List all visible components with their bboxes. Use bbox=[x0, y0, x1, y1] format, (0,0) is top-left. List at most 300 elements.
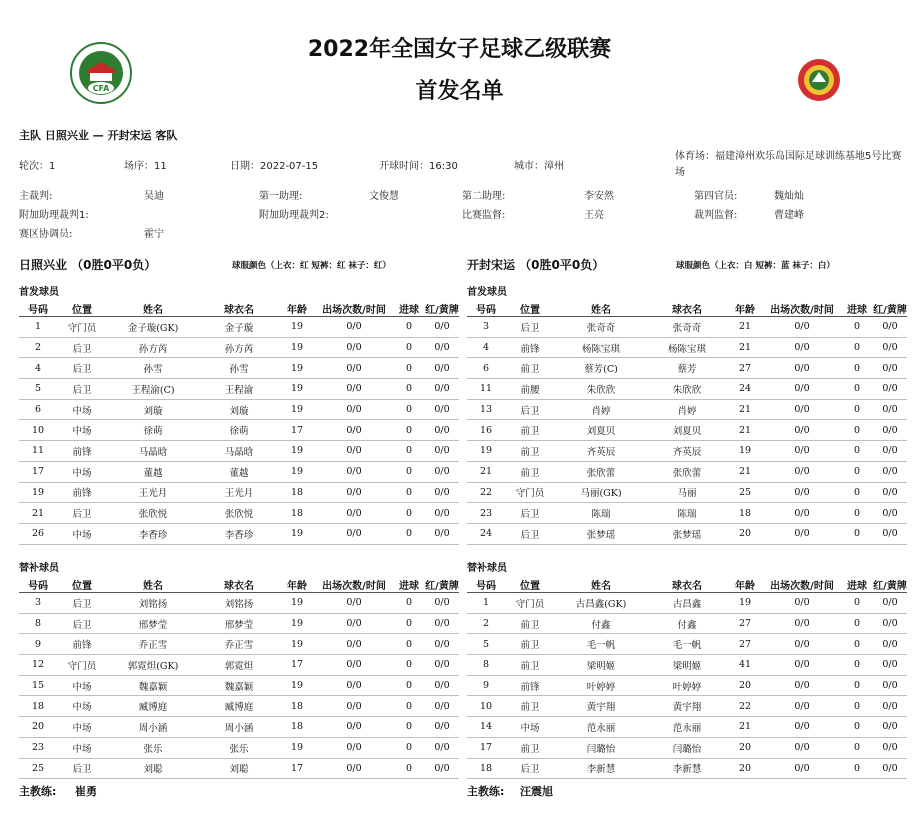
col-cards: 0/0 bbox=[873, 337, 907, 358]
col-goals: 0 bbox=[393, 482, 425, 503]
player-row bbox=[19, 399, 459, 420]
col-cards: 0/0 bbox=[873, 317, 907, 338]
col-shirt-name: 黄宇翔 bbox=[647, 696, 727, 717]
col-number: 9 bbox=[467, 675, 505, 696]
col-position: 前腰 bbox=[505, 379, 555, 400]
col-number: 17 bbox=[467, 737, 505, 758]
col-cards: 0/0 bbox=[425, 379, 459, 400]
col-shirt-name: 董越 bbox=[199, 461, 279, 482]
col-goals: 0 bbox=[393, 461, 425, 482]
col-goals: 0 bbox=[393, 758, 425, 779]
col-name: 刘夏贝 bbox=[555, 420, 647, 441]
col-appearances-header: 出场次数/时间 bbox=[315, 301, 393, 317]
col-appearances: 0/0 bbox=[763, 379, 841, 400]
col-shirt-name-header: 球衣名 bbox=[647, 301, 727, 317]
col-shirt-name: 刘铭扬 bbox=[199, 593, 279, 614]
col-shirt-name: 刘夏贝 bbox=[647, 420, 727, 441]
col-position: 前卫 bbox=[505, 613, 555, 634]
col-cards: 0/0 bbox=[873, 358, 907, 379]
col-shirt-name: 张欣悦 bbox=[199, 503, 279, 524]
col-name: 毛一帆 bbox=[555, 634, 647, 655]
player-row bbox=[467, 675, 907, 696]
col-number: 6 bbox=[19, 399, 57, 420]
col-cards-header: 红/黄牌 bbox=[425, 577, 459, 593]
away-kit-colors: 球服颜色（上衣：白 短裤：蓝 袜子：白） bbox=[676, 261, 835, 271]
col-shirt-name: 毛一帆 bbox=[647, 634, 727, 655]
col-appearances: 0/0 bbox=[763, 613, 841, 634]
col-goals: 0 bbox=[841, 675, 873, 696]
col-number: 2 bbox=[467, 613, 505, 634]
col-cards: 0/0 bbox=[873, 613, 907, 634]
col-appearances: 0/0 bbox=[315, 634, 393, 655]
col-age: 19 bbox=[279, 523, 315, 544]
col-cards: 0/0 bbox=[873, 482, 907, 503]
col-appearances: 0/0 bbox=[763, 717, 841, 738]
player-row bbox=[467, 317, 907, 338]
away-subs-table bbox=[467, 577, 907, 779]
fourth-official: 魏灿灿 bbox=[774, 191, 804, 202]
col-name: 乔正雪 bbox=[107, 634, 199, 655]
col-shirt-name: 孙雪 bbox=[199, 358, 279, 379]
col-appearances: 0/0 bbox=[763, 634, 841, 655]
away-starters-label: 首发球员 bbox=[467, 287, 507, 298]
col-cards: 0/0 bbox=[425, 441, 459, 462]
col-appearances: 0/0 bbox=[763, 420, 841, 441]
col-position-header: 位置 bbox=[505, 577, 555, 593]
col-position: 后卫 bbox=[57, 358, 107, 379]
player-row bbox=[467, 337, 907, 358]
col-name: 董越 bbox=[107, 461, 199, 482]
col-appearances: 0/0 bbox=[315, 461, 393, 482]
col-age: 19 bbox=[279, 593, 315, 614]
col-shirt-name: 乔正雪 bbox=[199, 634, 279, 655]
referee-label: 主裁判: bbox=[19, 191, 53, 202]
col-cards: 0/0 bbox=[873, 717, 907, 738]
col-position: 中场 bbox=[57, 696, 107, 717]
player-row bbox=[467, 758, 907, 779]
col-position: 前卫 bbox=[505, 634, 555, 655]
player-row bbox=[19, 503, 459, 524]
player-row bbox=[19, 675, 459, 696]
col-shirt-name: 张奇奇 bbox=[647, 317, 727, 338]
table-header-row bbox=[19, 301, 459, 317]
col-cards: 0/0 bbox=[873, 655, 907, 676]
col-number-header: 号码 bbox=[467, 301, 505, 317]
col-appearances: 0/0 bbox=[763, 655, 841, 676]
col-age: 24 bbox=[727, 379, 763, 400]
player-row bbox=[19, 593, 459, 614]
col-appearances: 0/0 bbox=[315, 441, 393, 462]
col-name: 古昌鑫(GK) bbox=[555, 593, 647, 614]
col-goals: 0 bbox=[393, 655, 425, 676]
col-cards: 0/0 bbox=[873, 503, 907, 524]
col-appearances: 0/0 bbox=[315, 337, 393, 358]
col-shirt-name: 张欣蕾 bbox=[647, 461, 727, 482]
col-cards: 0/0 bbox=[873, 758, 907, 779]
club-crest bbox=[797, 58, 841, 102]
col-goals: 0 bbox=[393, 675, 425, 696]
col-number: 22 bbox=[467, 482, 505, 503]
col-age-header: 年龄 bbox=[727, 301, 763, 317]
referee-supervisor: 曹建峰 bbox=[774, 210, 804, 221]
col-age-header: 年龄 bbox=[279, 301, 315, 317]
col-age: 17 bbox=[279, 655, 315, 676]
col-cards: 0/0 bbox=[873, 696, 907, 717]
col-shirt-name: 孙方芮 bbox=[199, 337, 279, 358]
col-position: 后卫 bbox=[57, 613, 107, 634]
col-position: 中场 bbox=[57, 399, 107, 420]
col-age: 21 bbox=[727, 317, 763, 338]
col-number: 4 bbox=[19, 358, 57, 379]
col-number: 24 bbox=[467, 523, 505, 544]
col-appearances: 0/0 bbox=[315, 717, 393, 738]
coordinator-label: 赛区协调员: bbox=[19, 229, 73, 240]
col-cards: 0/0 bbox=[425, 337, 459, 358]
col-name: 郭霓炟(GK) bbox=[107, 655, 199, 676]
col-appearances: 0/0 bbox=[763, 758, 841, 779]
ar2: 李安然 bbox=[584, 191, 614, 202]
col-goals: 0 bbox=[393, 523, 425, 544]
col-name: 张梦瑶 bbox=[555, 523, 647, 544]
col-name-header: 姓名 bbox=[555, 301, 647, 317]
home-subs-label: 替补球员 bbox=[19, 563, 59, 574]
referee: 吴迪 bbox=[144, 191, 164, 202]
col-name: 范永丽 bbox=[555, 717, 647, 738]
player-row bbox=[19, 317, 459, 338]
col-cards: 0/0 bbox=[873, 420, 907, 441]
player-row bbox=[19, 379, 459, 400]
col-name: 李新慧 bbox=[555, 758, 647, 779]
col-goals: 0 bbox=[841, 420, 873, 441]
col-name: 闫璐怡 bbox=[555, 737, 647, 758]
col-appearances: 0/0 bbox=[763, 461, 841, 482]
col-shirt-name: 徐萌 bbox=[199, 420, 279, 441]
player-row bbox=[19, 461, 459, 482]
col-number-header: 号码 bbox=[19, 577, 57, 593]
col-name: 孙方芮 bbox=[107, 337, 199, 358]
col-cards: 0/0 bbox=[425, 482, 459, 503]
col-shirt-name: 齐英辰 bbox=[647, 441, 727, 462]
col-number: 19 bbox=[467, 441, 505, 462]
col-number: 18 bbox=[19, 696, 57, 717]
player-row bbox=[467, 737, 907, 758]
col-number: 3 bbox=[19, 593, 57, 614]
col-name-header: 姓名 bbox=[555, 577, 647, 593]
col-age: 21 bbox=[727, 420, 763, 441]
col-name: 张奇奇 bbox=[555, 317, 647, 338]
col-cards: 0/0 bbox=[873, 461, 907, 482]
col-goals: 0 bbox=[841, 441, 873, 462]
player-row bbox=[467, 358, 907, 379]
col-appearances: 0/0 bbox=[315, 379, 393, 400]
col-appearances: 0/0 bbox=[763, 482, 841, 503]
col-goals: 0 bbox=[841, 482, 873, 503]
col-goals-header: 进球 bbox=[841, 577, 873, 593]
col-shirt-name: 杨陈宝琪 bbox=[647, 337, 727, 358]
col-cards: 0/0 bbox=[873, 441, 907, 462]
col-goals: 0 bbox=[393, 593, 425, 614]
player-row bbox=[467, 379, 907, 400]
player-row bbox=[19, 441, 459, 462]
player-row bbox=[467, 503, 907, 524]
col-goals: 0 bbox=[841, 379, 873, 400]
col-position: 中场 bbox=[505, 717, 555, 738]
col-name: 金子璇(GK) bbox=[107, 317, 199, 338]
col-goals: 0 bbox=[841, 655, 873, 676]
player-row bbox=[19, 696, 459, 717]
col-goals: 0 bbox=[841, 696, 873, 717]
col-appearances: 0/0 bbox=[315, 399, 393, 420]
col-goals: 0 bbox=[393, 613, 425, 634]
col-age: 27 bbox=[727, 634, 763, 655]
col-appearances: 0/0 bbox=[763, 503, 841, 524]
col-name: 付鑫 bbox=[555, 613, 647, 634]
col-name: 王程渝(C) bbox=[107, 379, 199, 400]
col-number: 8 bbox=[19, 613, 57, 634]
col-appearances: 0/0 bbox=[763, 593, 841, 614]
aar1-label: 附加助理裁判1: bbox=[19, 210, 89, 221]
col-cards: 0/0 bbox=[425, 399, 459, 420]
col-position: 前卫 bbox=[505, 461, 555, 482]
col-shirt-name: 范永丽 bbox=[647, 717, 727, 738]
col-position: 后卫 bbox=[57, 758, 107, 779]
col-goals: 0 bbox=[393, 317, 425, 338]
col-appearances-header: 出场次数/时间 bbox=[315, 577, 393, 593]
col-position: 中场 bbox=[57, 461, 107, 482]
col-age: 21 bbox=[727, 399, 763, 420]
col-shirt-name: 古昌鑫 bbox=[647, 593, 727, 614]
col-number: 15 bbox=[19, 675, 57, 696]
col-goals: 0 bbox=[841, 399, 873, 420]
col-position: 前锋 bbox=[57, 634, 107, 655]
col-goals: 0 bbox=[393, 503, 425, 524]
col-age: 25 bbox=[727, 482, 763, 503]
ar1: 文俊慧 bbox=[369, 191, 399, 202]
col-appearances: 0/0 bbox=[315, 593, 393, 614]
col-cards: 0/0 bbox=[425, 737, 459, 758]
col-cards: 0/0 bbox=[873, 399, 907, 420]
col-name: 孙雪 bbox=[107, 358, 199, 379]
col-number: 19 bbox=[19, 482, 57, 503]
col-shirt-name: 陈瑞 bbox=[647, 503, 727, 524]
col-position: 前卫 bbox=[505, 420, 555, 441]
coordinator: 霍宁 bbox=[144, 229, 164, 240]
player-row bbox=[19, 420, 459, 441]
col-age: 19 bbox=[279, 358, 315, 379]
match-line: 主队 日照兴业 — 开封宋运 客队 bbox=[19, 129, 178, 142]
col-name: 杨陈宝琪 bbox=[555, 337, 647, 358]
player-row bbox=[467, 593, 907, 614]
col-cards: 0/0 bbox=[873, 523, 907, 544]
col-appearances: 0/0 bbox=[763, 317, 841, 338]
col-name: 王光月 bbox=[107, 482, 199, 503]
col-age: 19 bbox=[279, 399, 315, 420]
col-name: 朱欣欣 bbox=[555, 379, 647, 400]
col-goals: 0 bbox=[841, 634, 873, 655]
col-age: 18 bbox=[279, 503, 315, 524]
col-number: 25 bbox=[19, 758, 57, 779]
col-name: 臧博庭 bbox=[107, 696, 199, 717]
ar2-label: 第二助理: bbox=[462, 191, 506, 202]
col-age: 20 bbox=[727, 675, 763, 696]
col-appearances-header: 出场次数/时间 bbox=[763, 577, 841, 593]
col-shirt-name: 朱欣欣 bbox=[647, 379, 727, 400]
player-row bbox=[19, 717, 459, 738]
col-position: 后卫 bbox=[505, 503, 555, 524]
col-number: 23 bbox=[467, 503, 505, 524]
col-appearances: 0/0 bbox=[315, 482, 393, 503]
col-position: 中场 bbox=[57, 675, 107, 696]
col-goals: 0 bbox=[841, 758, 873, 779]
col-age: 19 bbox=[279, 337, 315, 358]
col-goals: 0 bbox=[841, 503, 873, 524]
col-shirt-name: 周小涵 bbox=[199, 717, 279, 738]
col-goals: 0 bbox=[841, 337, 873, 358]
col-goals: 0 bbox=[393, 337, 425, 358]
col-number-header: 号码 bbox=[467, 577, 505, 593]
col-age: 19 bbox=[279, 613, 315, 634]
col-cards: 0/0 bbox=[873, 675, 907, 696]
col-goals: 0 bbox=[841, 523, 873, 544]
cfa-logo bbox=[70, 42, 132, 104]
player-row bbox=[467, 441, 907, 462]
col-goals: 0 bbox=[841, 358, 873, 379]
league-title: 2022年全国女子足球乙级联赛 bbox=[307, 37, 612, 62]
col-shirt-name: 魏嘉颖 bbox=[199, 675, 279, 696]
col-shirt-name: 付鑫 bbox=[647, 613, 727, 634]
col-number: 16 bbox=[467, 420, 505, 441]
col-name: 周小涵 bbox=[107, 717, 199, 738]
col-age: 20 bbox=[727, 737, 763, 758]
away-coach: 汪震旭 bbox=[520, 785, 553, 798]
col-name: 肖婷 bbox=[555, 399, 647, 420]
col-number: 10 bbox=[19, 420, 57, 441]
home-team-heading: 日照兴业 （0胜0平0负） bbox=[19, 258, 157, 272]
col-goals: 0 bbox=[393, 634, 425, 655]
col-position: 守门员 bbox=[57, 317, 107, 338]
col-position: 守门员 bbox=[505, 593, 555, 614]
player-row bbox=[19, 337, 459, 358]
player-row bbox=[19, 737, 459, 758]
col-appearances: 0/0 bbox=[315, 675, 393, 696]
col-shirt-name: 臧博庭 bbox=[199, 696, 279, 717]
col-position: 后卫 bbox=[505, 523, 555, 544]
col-goals: 0 bbox=[841, 613, 873, 634]
col-number-header: 号码 bbox=[19, 301, 57, 317]
col-age: 19 bbox=[279, 737, 315, 758]
col-number: 5 bbox=[467, 634, 505, 655]
col-position: 前锋 bbox=[57, 482, 107, 503]
col-cards-header: 红/黄牌 bbox=[425, 301, 459, 317]
col-age: 41 bbox=[727, 655, 763, 676]
col-cards: 0/0 bbox=[425, 523, 459, 544]
table-header-row bbox=[19, 577, 459, 593]
col-age: 20 bbox=[727, 523, 763, 544]
col-name: 刘铭扬 bbox=[107, 593, 199, 614]
col-name: 蔡芳(C) bbox=[555, 358, 647, 379]
col-goals: 0 bbox=[393, 737, 425, 758]
col-shirt-name: 闫璐怡 bbox=[647, 737, 727, 758]
col-number: 4 bbox=[467, 337, 505, 358]
col-number: 11 bbox=[467, 379, 505, 400]
col-shirt-name: 李新慧 bbox=[647, 758, 727, 779]
col-shirt-name: 马丽 bbox=[647, 482, 727, 503]
player-row bbox=[467, 461, 907, 482]
col-appearances: 0/0 bbox=[763, 358, 841, 379]
col-name: 张欣蕾 bbox=[555, 461, 647, 482]
home-subs-table bbox=[19, 577, 459, 779]
col-goals: 0 bbox=[393, 399, 425, 420]
round: 轮次：1 bbox=[19, 161, 56, 172]
col-cards: 0/0 bbox=[425, 634, 459, 655]
col-goals: 0 bbox=[393, 441, 425, 462]
match-supervisor-label: 比赛监督: bbox=[462, 210, 506, 221]
col-cards: 0/0 bbox=[873, 634, 907, 655]
col-age: 19 bbox=[279, 675, 315, 696]
col-name-header: 姓名 bbox=[107, 301, 199, 317]
player-row bbox=[19, 758, 459, 779]
player-row bbox=[467, 613, 907, 634]
svg-text:CFA: CFA bbox=[92, 84, 110, 93]
col-appearances: 0/0 bbox=[763, 696, 841, 717]
col-name: 刘聪 bbox=[107, 758, 199, 779]
col-age: 18 bbox=[279, 696, 315, 717]
col-age: 19 bbox=[727, 593, 763, 614]
col-appearances: 0/0 bbox=[315, 613, 393, 634]
col-shirt-name: 王光月 bbox=[199, 482, 279, 503]
col-cards: 0/0 bbox=[873, 737, 907, 758]
col-age: 18 bbox=[279, 482, 315, 503]
col-position: 后卫 bbox=[505, 399, 555, 420]
col-number: 1 bbox=[19, 317, 57, 338]
col-position: 守门员 bbox=[57, 655, 107, 676]
col-name: 叶婷婷 bbox=[555, 675, 647, 696]
col-cards: 0/0 bbox=[425, 758, 459, 779]
col-position: 中场 bbox=[57, 737, 107, 758]
col-cards: 0/0 bbox=[425, 655, 459, 676]
col-age: 18 bbox=[279, 717, 315, 738]
col-age: 19 bbox=[727, 441, 763, 462]
col-position-header: 位置 bbox=[57, 301, 107, 317]
player-row bbox=[19, 523, 459, 544]
col-cards-header: 红/黄牌 bbox=[873, 301, 907, 317]
col-number: 9 bbox=[19, 634, 57, 655]
col-number: 2 bbox=[19, 337, 57, 358]
col-goals-header: 进球 bbox=[393, 301, 425, 317]
col-position: 前卫 bbox=[505, 737, 555, 758]
col-cards: 0/0 bbox=[425, 317, 459, 338]
col-position: 中场 bbox=[57, 420, 107, 441]
col-shirt-name: 梁明姬 bbox=[647, 655, 727, 676]
col-number: 13 bbox=[467, 399, 505, 420]
col-position: 后卫 bbox=[57, 593, 107, 614]
col-shirt-name: 肖婷 bbox=[647, 399, 727, 420]
col-appearances: 0/0 bbox=[763, 337, 841, 358]
sheet-title: 首发名单 bbox=[415, 79, 504, 104]
col-cards: 0/0 bbox=[873, 593, 907, 614]
col-goals: 0 bbox=[841, 461, 873, 482]
col-shirt-name: 李香珍 bbox=[199, 523, 279, 544]
col-age: 17 bbox=[279, 420, 315, 441]
col-name: 梁明姬 bbox=[555, 655, 647, 676]
col-cards: 0/0 bbox=[425, 461, 459, 482]
col-goals: 0 bbox=[841, 317, 873, 338]
col-appearances: 0/0 bbox=[315, 358, 393, 379]
table-header-row bbox=[467, 577, 907, 593]
city: 城市：漳州 bbox=[514, 161, 564, 172]
col-number: 11 bbox=[19, 441, 57, 462]
col-position-header: 位置 bbox=[57, 577, 107, 593]
